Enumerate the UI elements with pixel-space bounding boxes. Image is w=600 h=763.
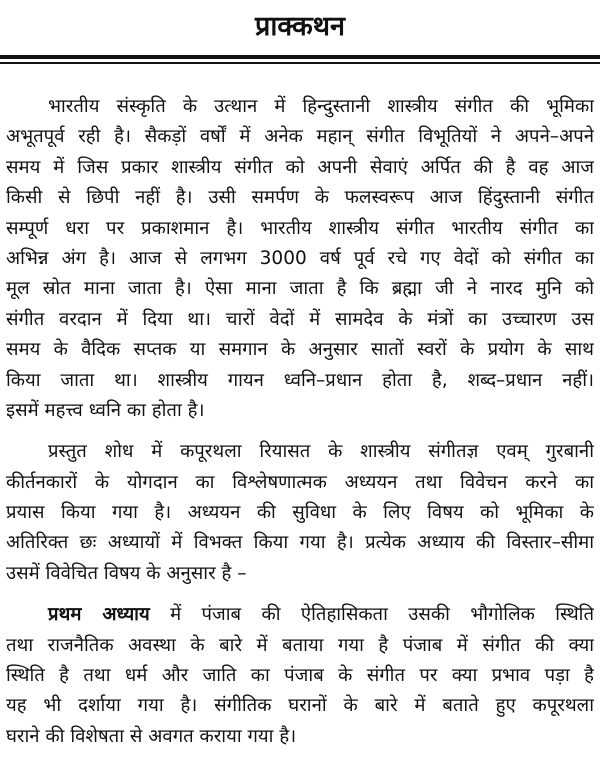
text-line: भारतीय संस्कृति के उत्थान में हिन्दुस्तानी शास्त्रीय संगीत की भूमिका <box>48 96 594 117</box>
text-line: प्रयास किया गया है। अध्ययन की सुविधा के लिए विषय को भूमिका के <box>6 502 594 524</box>
document-body <box>6 92 594 763</box>
text-line: किसी से छिपी नहीं है। उसी समर्पण के फलस्वरूप आज हिंदुस्तानी संगीत <box>6 187 594 209</box>
text-span: में पंजाब की ऐतिहासिकता उसकी भौगोलिक स्थिति <box>149 604 594 626</box>
text-line: मूल स्रोत माना जाता है। ऐसा माना जाता है कि ब्रह्मा जी ने नारद मुनि को <box>6 278 594 300</box>
text-line: संगीत वरदान में दिया था। चारों वेदों में सामदेव के मंत्रों का उच्चारण उस <box>6 308 594 330</box>
paragraph-1 <box>6 92 594 426</box>
text-line: अतिरिक्त छः अध्यायों में विभक्त किया गया है। प्रत्येक अध्याय की विस्तार–सीमा <box>6 532 594 554</box>
title-rule-thin <box>0 62 600 64</box>
text-line: यह भी दर्शाया गया है। संगीतिक घरानों के बारे में बताते हुए कपूरथला <box>6 695 594 717</box>
page-title: प्राक्कथन <box>254 11 346 42</box>
text-line: कीर्तनकारों के योगदान का विश्लेषणात्मक अध्ययन तथा विवेचन करने का <box>6 471 594 493</box>
text-line: अभिन्न अंग है। आज से लगभग 3000 वर्ष पूर्व रचे गए वेदों को संगीत का <box>6 247 594 269</box>
text-line <box>6 600 594 630</box>
text-line: उसमें विवेचित विषय के अनुसार है – <box>6 562 247 584</box>
text-line: घराने की विशेषता से अवगत कराया गया है। <box>6 725 297 747</box>
text-line: प्रस्तुत शोध में कपूरथला रियासत के शास्त्रीय संगीतज्ञ एवम् गुरबानी <box>48 441 594 463</box>
paragraph-3 <box>6 600 594 752</box>
paragraph-2 <box>6 437 594 589</box>
text-line: इसमें महत्त्व ध्वनि का होता है। <box>6 399 205 421</box>
text-line: तथा राजनैतिक अवस्था के बारे में बताया गया है पंजाब में संगीत की क्या <box>6 634 594 656</box>
text-line: समय में जिस प्रकार शास्त्रीय संगीत को अपनी सेवाएं अर्पित की है वह आज <box>6 156 594 178</box>
text-line: समय के वैदिक सप्तक या समगान के अनुसार सातों स्वरों के प्रयोग के साथ <box>6 339 594 361</box>
text-line: अभूतपूर्व रही है। सैकड़ों वर्षों में अनेक महान् संगीत विभूतियों ने अपने–अपने <box>6 126 594 148</box>
text-line: स्थिति है तथा धर्म और जाति का पंजाब के संगीत पर क्या प्रभाव पड़ा है <box>6 665 594 687</box>
chapter-lead: प्रथम अध्याय <box>48 604 150 626</box>
text-line: किया जाता था। शास्त्रीय गायन ध्वनि–प्रधान होता है, शब्द–प्रधान नहीं। <box>6 369 594 391</box>
title-rule-thick <box>0 55 600 59</box>
text-line: सम्पूर्ण धरा पर प्रकाशमान है। भारतीय शास्त्रीय संगीत भारतीय संगीत का <box>6 217 594 239</box>
